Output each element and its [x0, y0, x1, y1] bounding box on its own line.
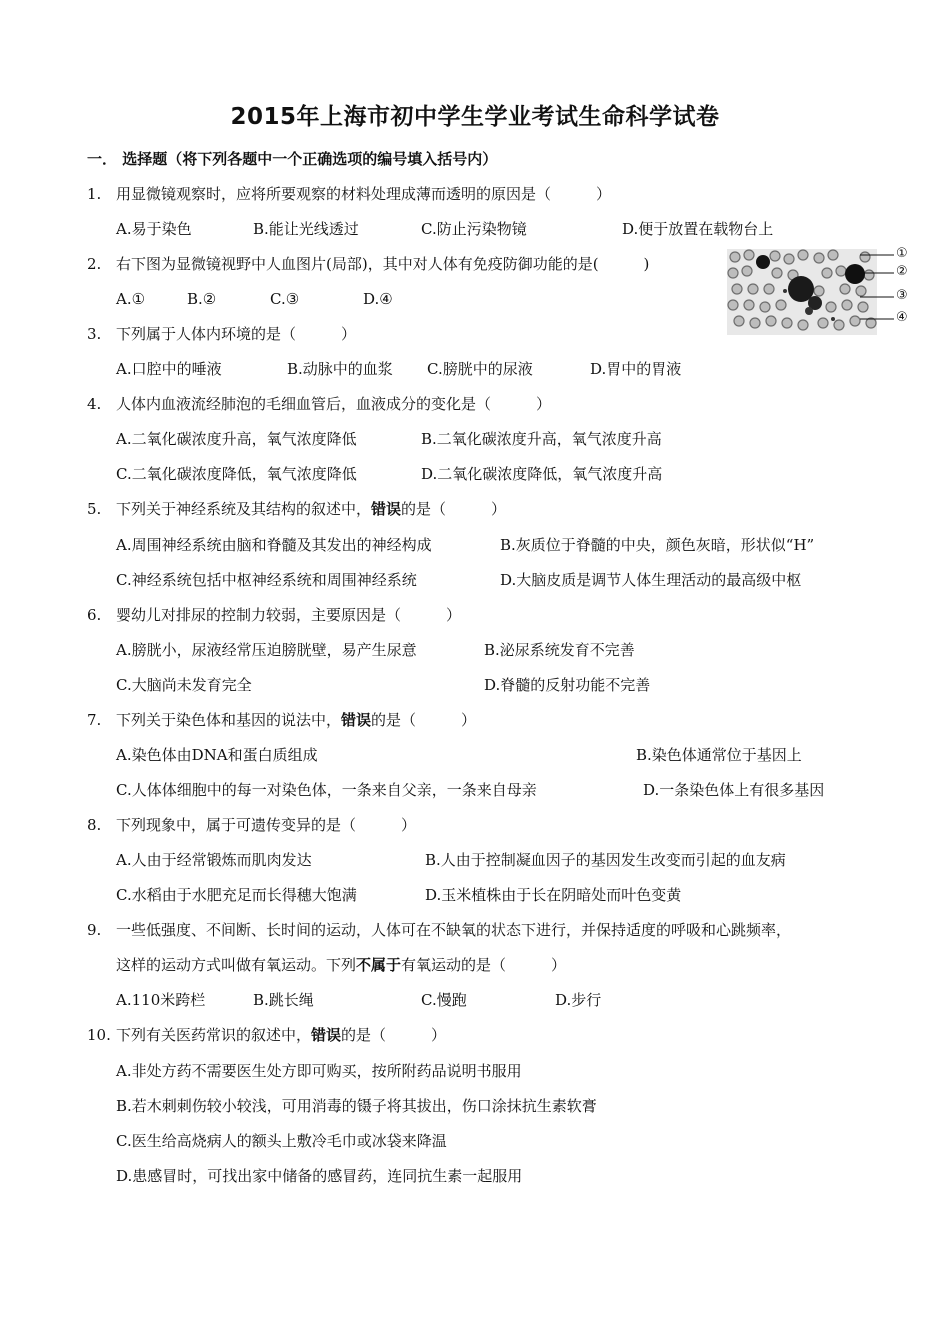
q5-option-a: A.周围神经系统由脑和脊髓及其发出的神经构成	[116, 536, 432, 554]
q9-option-c: C.慢跑	[421, 991, 467, 1009]
question-5	[87, 499, 506, 519]
q10-option-b: B.若木刺刺伤较小较浅，可用消毒的镊子将其拔出，伤口涂抹抗生素软膏	[116, 1097, 597, 1115]
figure-label-2: ②	[896, 264, 908, 279]
question-text: 下列属于人体内环境的是（ ）	[116, 325, 357, 343]
question-text-tail: 的是（ ）	[341, 1026, 447, 1044]
q8-option-a: A.人由于经常锻炼而肌肉发达	[116, 851, 312, 869]
figure-label-4: ④	[896, 310, 908, 325]
q10-option-a: A.非处方药不需要医生处方即可购买，按所附药品说明书服用	[116, 1062, 522, 1080]
figure-label-3: ③	[896, 288, 908, 303]
question-number: 6.	[87, 606, 102, 624]
emphasis-word: 不属于	[356, 956, 402, 974]
question-text: 右下图为显微镜视野中人血图片(局部)，其中对人体有免疫防御功能的是( )	[116, 255, 650, 273]
q9-option-a: A.110米跨栏	[116, 991, 206, 1009]
question-number: 1.	[87, 185, 102, 203]
question-1	[87, 184, 611, 204]
q5-option-c: C.神经系统包括中枢神经系统和周围神经系统	[116, 571, 417, 589]
q2-option-c: C.③	[270, 290, 300, 308]
q1-option-c: C.防止污染物镜	[421, 220, 527, 238]
question-text: 下列关于染色体和基因的说法中，	[116, 711, 342, 729]
q7-option-a: A.染色体由DNA和蛋白质组成	[116, 746, 318, 764]
question-9	[87, 920, 791, 940]
emphasis-word: 错误	[341, 711, 372, 729]
question-number: 9.	[87, 921, 102, 939]
question-3	[87, 324, 356, 344]
question-10	[87, 1025, 446, 1045]
q10-option-c: C.医生给高烧病人的额头上敷冷毛巾或冰袋来降温	[116, 1132, 447, 1150]
q3-option-b: B.动脉中的血浆	[287, 360, 393, 378]
q4-option-c: C.二氧化碳浓度降低，氧气浓度降低	[116, 465, 357, 483]
question-text: 用显微镜观察时，应将所要观察的材料处理成薄而透明的原因是（ ）	[116, 185, 612, 203]
question-text-tail: 的是（ ）	[371, 711, 477, 729]
question-2	[87, 254, 649, 274]
question-text: 这样的运动方式叫做有氧运动。下列	[116, 956, 357, 974]
q8-option-b: B.人由于控制凝血因子的基因发生改变而引起的血友病	[425, 851, 786, 869]
q1-option-d: D.便于放置在载物台上	[622, 220, 774, 238]
q2-option-a: A.①	[116, 290, 146, 308]
q9-option-d: D.步行	[555, 991, 602, 1009]
q6-option-c: C.大脑尚未发育完全	[116, 676, 252, 694]
question-number: 2.	[87, 255, 102, 273]
q6-option-b: B.泌尿系统发育不完善	[484, 641, 635, 659]
emphasis-word: 错误	[311, 1026, 342, 1044]
q7-option-d: D.一条染色体上有很多基因	[643, 781, 825, 799]
q1-option-b: B.能让光线透过	[253, 220, 359, 238]
blood-smear-figure	[727, 249, 877, 335]
q5-option-d: D.大脑皮质是调节人体生理活动的最高级中枢	[500, 571, 802, 589]
question-9-continued	[116, 955, 566, 975]
q8-option-c: C.水稻由于水肥充足而长得穗大饱满	[116, 886, 357, 904]
q5-option-b: B.灰质位于脊髓的中央，颜色灰暗，形状似“H”	[500, 536, 815, 554]
figure-pointer-lines	[860, 249, 896, 335]
question-7	[87, 710, 476, 730]
q6-option-a: A.膀胱小，尿液经常压迫膀胱壁，易产生尿意	[116, 641, 417, 659]
question-text: 一些低强度、不间断、长时间的运动，人体可在不缺氧的状态下进行，并保持适度的呼吸和心跳频率，	[116, 921, 792, 939]
q4-option-a: A.二氧化碳浓度升高，氧气浓度降低	[116, 430, 357, 448]
question-number: 3.	[87, 325, 102, 343]
question-number: 4.	[87, 395, 102, 413]
question-6	[87, 605, 461, 625]
question-text: 下列关于神经系统及其结构的叙述中，	[116, 500, 372, 518]
question-text-tail: 的是（ ）	[401, 500, 507, 518]
q3-option-d: D.胃中的胃液	[590, 360, 682, 378]
question-text: 婴幼儿对排尿的控制力较弱，主要原因是（ ）	[116, 606, 462, 624]
question-number: 7.	[87, 711, 102, 729]
question-8	[87, 815, 416, 835]
q7-option-b: B.染色体通常位于基因上	[636, 746, 802, 764]
question-number: 10.	[87, 1026, 111, 1044]
q2-option-b: B.②	[187, 290, 217, 308]
q1-option-a: A.易于染色	[116, 220, 192, 238]
question-text: 下列有关医药常识的叙述中，	[116, 1026, 312, 1044]
q3-option-c: C.膀胱中的尿液	[427, 360, 533, 378]
q8-option-d: D.玉米植株由于长在阴暗处而叶色变黄	[425, 886, 682, 904]
question-number: 5.	[87, 500, 102, 518]
question-text-tail: 有氧运动的是（ ）	[401, 956, 567, 974]
q4-option-d: D.二氧化碳浓度降低，氧气浓度升高	[421, 465, 663, 483]
q9-option-b: B.跳长绳	[253, 991, 314, 1009]
question-4	[87, 394, 551, 414]
emphasis-word: 错误	[371, 500, 402, 518]
question-text: 人体内血液流经肺泡的毛细血管后，血液成分的变化是（ ）	[116, 395, 552, 413]
question-number: 8.	[87, 816, 102, 834]
q4-option-b: B.二氧化碳浓度升高，氧气浓度升高	[421, 430, 662, 448]
q7-option-c: C.人体体细胞中的每一对染色体，一条来自父亲，一条来自母亲	[116, 781, 537, 799]
q2-option-d: D.④	[363, 290, 393, 308]
figure-label-1: ①	[896, 246, 908, 261]
question-text: 下列现象中，属于可遗传变异的是（ ）	[116, 816, 417, 834]
q10-option-d: D.患感冒时，可找出家中储备的感冒药，连同抗生素一起服用	[116, 1167, 523, 1185]
q6-option-d: D.脊髓的反射功能不完善	[484, 676, 651, 694]
section-heading: 一． 选择题（将下列各题中一个正确选项的编号填入括号内）	[87, 150, 498, 168]
q3-option-a: A.口腔中的唾液	[116, 360, 222, 378]
exam-title: 2015年上海市初中学生学业考试生命科学试卷	[230, 104, 720, 130]
